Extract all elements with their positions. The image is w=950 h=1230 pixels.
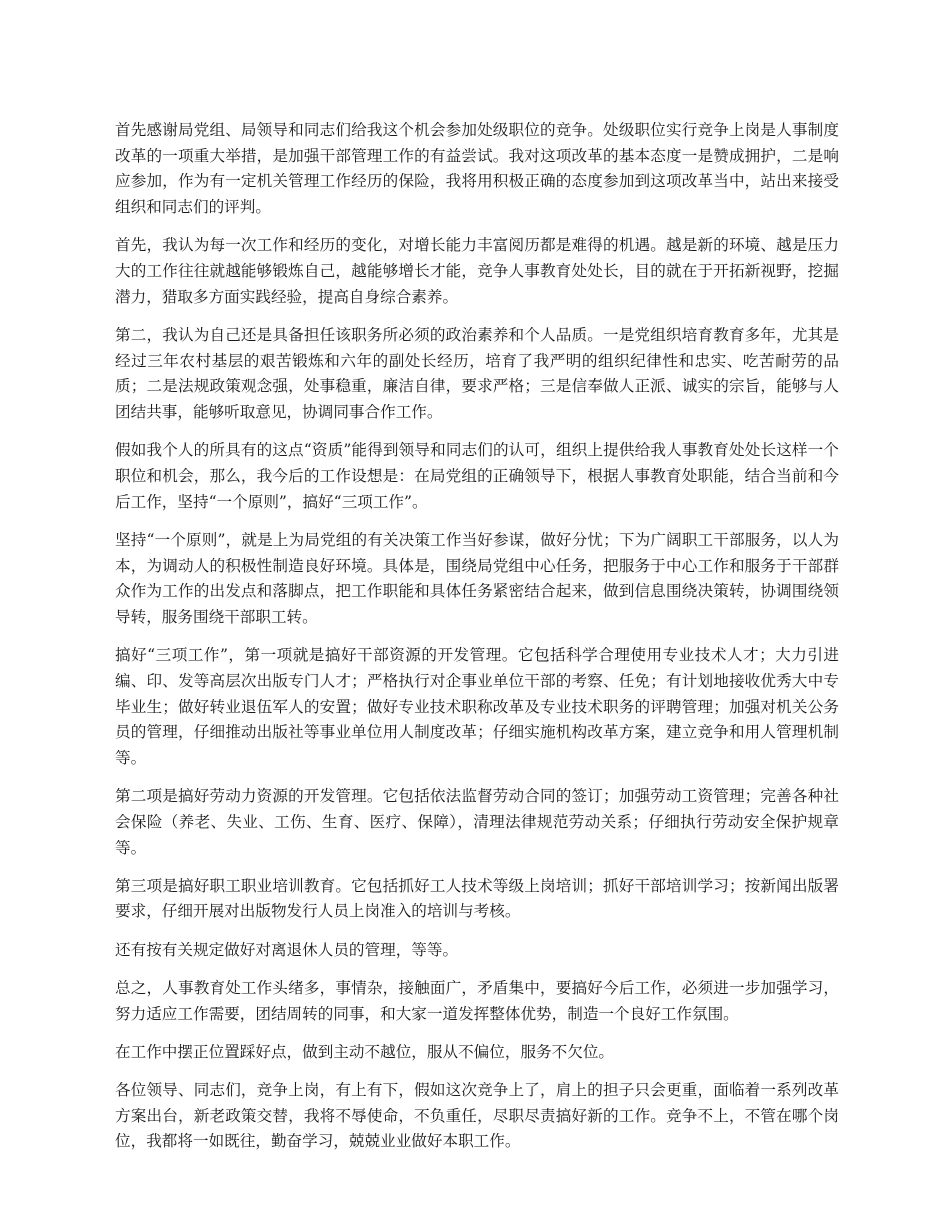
paragraph-second-task: 第二项是搞好劳动力资源的开发管理。它包括依法监督劳动合同的签订；加强劳动工资管理；完善各种社会保险（养老、失业、工伤、生育、医疗、保障），清理法律规范劳动关系；仔细执行劳动安全保护规章等。: [115, 787, 839, 857]
paragraph-work-plan: 假如我个人的所具有的这点“资质”能得到领导和同志们的认可，组织上提供给我人事教育处处长这样一个职位和机会，那么，我今后的工作设想是：在局党组的正确领导下，根据人事教育处职能，结合当前和今后工作，坚持“一个原则”，搞好“三项工作”。: [115, 441, 839, 511]
paragraph-first-task: 搞好“三项工作”，第一项就是搞好干部资源的开发管理。它包括科学合理使用专业技术人才；大力引进编、印、发等高层次出版专门人才；严格执行对企事业单位干部的考察、任免；有计划地接收优秀大中专毕业生；做好转业退伍军人的安置；做好专业技术职称改革及专业技术职务的评聘管理；加强对机关公务员的管理，仔细推动出版社等事业单位用人制度改革；仔细实施机构改革方案，建立竞争和用人管理机制等。: [115, 646, 839, 767]
paragraph-one-principle: 坚持“一个原则”，就是上为局党组的有关决策工作当好参谋，做好分忧；下为广阔职工干部服务，以人为本，为调动人的积极性制造良好环境。具体是，围绕局党组中心任务，把服务于中心工作和服务于干部群众作为工作的出发点和落脚点，把工作职能和具体任务紧密结合起来，做到信息围绕决策转，协调围绕领导转，服务围绕干部职工转。: [115, 530, 839, 626]
paragraph-intro: 首先感谢局党组、局领导和同志们给我这个机会参加处级职位的竞争。处级职位实行竞争上岗是人事制度改革的一项重大举措，是加强干部管理工作的有益尝试。我对这项改革的基本态度一是赞成拥护，二是响应参加，作为有一定机关管理工作经历的保险，我将用积极正确的态度参加到这项改革当中，站出来接受组织和同志们的评判。: [115, 121, 839, 217]
paragraph-first-point: 首先，我认为每一次工作和经历的变化，对增长能力丰富阅历都是难得的机遇。越是新的环境、越是压力大的工作往往就越能够锻炼自己，越能够增长才能，竞争人事教育处处长，目的就在于开拓新视野，挖掘潜力，猎取多方面实践经验，提高自身综合素养。: [115, 236, 839, 306]
paragraph-position: 在工作中摆正位置踩好点，做到主动不越位，服从不偏位，服务不欠位。: [115, 1042, 615, 1061]
document-body: [115, 118, 839, 1168]
paragraph-third-task: 第三项是搞好职工职业培训教育。它包括抓好工人技术等级上岗培训；抓好干部培训学习；按新闻出版署要求，仔细开展对出版物发行人员上岗准入的培训与考核。: [115, 876, 839, 921]
paragraph-summary: 总之，人事教育处工作头绪多，事情杂，接触面广，矛盾集中，要搞好今后工作，必须进一步加强学习，努力适应工作需要，团结周转的同事，和大家一道发挥整体优势，制造一个良好工作氛围。: [115, 978, 839, 1023]
paragraph-closing: 各位领导、同志们，竞争上岗，有上有下，假如这次竞争上了，肩上的担子只会更重，面临着一系列改革方案出台，新老政策交替，我将不辱使命，不负重任，尽职尽责搞好新的工作。竞争不上，不管在哪个岗位，我都将一如既往，勤奋学习，兢兢业业做好本职工作。: [115, 1081, 839, 1151]
paragraph-second-point: 第二，我认为自己还是具备担任该职务所必须的政治素养和个人品质。一是党组织培育教育多年，尤其是经过三年农村基层的艰苦锻炼和六年的副处长经历，培育了我严明的组织纪律性和忠实、吃苦耐劳的品质；二是法规政策观念强，处事稳重，廉洁自律，要求严格；三是信奉做人正派、诚实的宗旨，能够与人团结共事，能够听取意见，协调同事合作工作。: [115, 325, 839, 422]
paragraph-retirees: 还有按有关规定做好对离退休人员的管理，等等。: [115, 940, 459, 959]
